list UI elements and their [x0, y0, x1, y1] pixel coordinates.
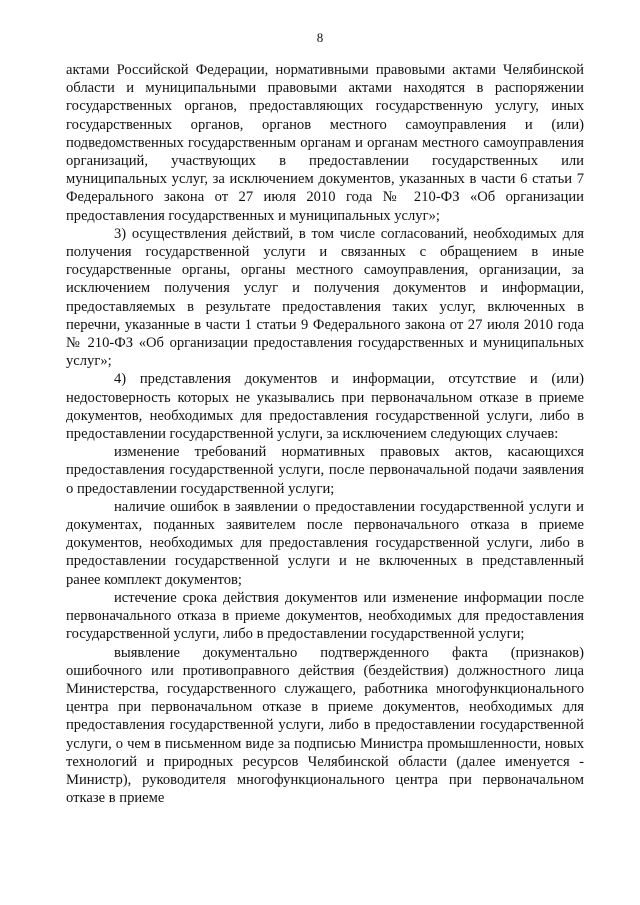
paragraph-case-requirements-change: изменение требований нормативных правовых актов, касающихся предоставления государственной услуги, после первоначальной подачи заявления о предоставлении государственной услуги; — [66, 444, 584, 497]
paragraph-item-3: 3) осуществления действий, в том числе согласований, необходимых для получения государственной услуги и связанных с обращением в иные государственные органы, органы местного самоуправления, организации, за исключением получения услуг и получения документов и информации, предоставляемых в результате предоставления таких услуг, включенных в перечни, указанные в части 1 статьи 9 Федерального закона от 27 июля 2010 года № 210-ФЗ «Об организации предоставления государственных и муниципальных услуг»; — [66, 225, 584, 370]
paragraph-case-errors: наличие ошибок в заявлении о предоставлении государственной услуги и документах, поданных заявителем после первоначального отказа в приеме документов, необходимых для предоставления государственной услуги, либо в предоставлении государственной услуги и не включенных в представленный ранее комплект документов; — [66, 498, 584, 588]
paragraph-continuation: актами Российской Федерации, нормативными правовыми актами Челябинской области и муниципальными правовыми актами находятся в распоряжении государственных органов, предоставляющих государственную услугу, иных государственных органов, органов местного самоуправления и (или) подведомственных государственным органам и органам местного самоуправления организаций, участвующих в предоставлении государственных или муниципальных услуг, за исключением документов, указанных в части 6 статьи 7 Федерального закона от 27 июля 2010 года № 210-ФЗ «Об организации предоставления государственных и муниципальных услуг»; — [66, 62, 584, 224]
document-body — [66, 61, 584, 807]
paragraph-case-expiry: истечение срока действия документов или изменение информации после первоначального отказа в приеме документов, необходимых для предоставления государственной услуги, либо в предоставлении государственной услуги; — [66, 589, 584, 643]
paragraph-item-4: 4) представления документов и информации, отсутствие и (или) недостоверность которых не указывались при первоначальном отказе в приеме документов, необходимых для предоставления государственной услуги, либо в предоставлении государственной услуги, за исключением следующих случаев: — [66, 371, 584, 443]
paragraph-case-wrongful-action: выявление документально подтвержденного факта (признаков) ошибочного или противоправного действия (бездействия) должностного лица Министерства, государственного служащего, работника многофункционального центра при первоначальном отказе в приеме документов, необходимых для предоставления государственной услуги, либо в предоставлении государственной услуги, о чем в письменном виде за подписью Министра промышленности, новых технологий и природных ресурсов Челябинской области (далее именуется - Министр), руководителя многофункционального центра при первоначальном отказе в приеме — [66, 644, 584, 807]
page-number: 8 — [316, 30, 324, 45]
